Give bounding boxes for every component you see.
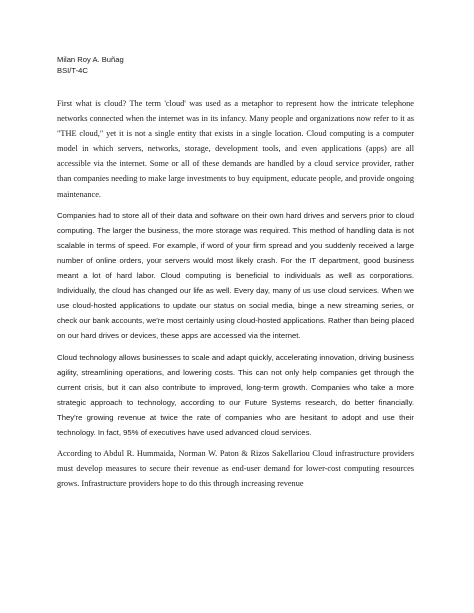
- paragraph-what-is-cloud: First what is cloud? The term 'cloud' was used as a metaphor to represent how the intricate telephone networks connected when the internet was in its infancy. Many people and organizations now refer to it as "THE cloud," yet it is not a single entity that exists in a single location. Cloud computing is a computer model in which servers, networks, storage, development tools, and even applications (apps) are all accessible via the internet. Some or all of these demands are handled by a cloud service provider, rather than companies needing to make large investments to buy equipment, educate people, and provide ongoing maintenance.: [57, 99, 414, 199]
- paragraph-before-cloud: Companies had to store all of their data and software on their own hard drives and servers prior to cloud computing. The larger the business, the more storage was required. This method of handling data is not scalable in terms of speed. For example, if word of your firm spread and you suddenly received a large number of online orders, your servers would most likely crash. For the IT department, good business meant a lot of hard labor. Cloud computing is beneficial to individuals as well as corporations. Individually, the cloud has changed our life as well. Every day, many of us use cloud services. When we use cloud-hosted applications to update our status on social media, binge a new streaming series, or check our bank accounts, we're most certainly using cloud-hosted applications. Rather than being placed on our hard drives or devices, these apps are accessed via the internet.: [57, 210, 414, 341]
- paragraph-cloud-technology: Cloud technology allows businesses to scale and adapt quickly, accelerating innovation, driving business agility, streamlining operations, and lowering costs. This can not only help companies get through the current crisis, but it can also contribute to improved, long-term growth. Companies who take a more strategic approach to technology, according to our Future Systems research, do better financially. They're growing revenue at twice the rate of companies who are hesitant to adopt and use their technology. In fact, 95% of executives have used advanced cloud services.: [57, 352, 414, 437]
- paragraph-according-to: According to Abdul R. Hummaida, Norman W. Paton & Rizos Sakellariou Cloud infrastructure providers must develop measures to secure their revenue as end-user demand for lower-cost computing resources grows. Infrastructure providers hope to do this through increasing revenue: [57, 449, 414, 489]
- class-section: BSI/T-4C: [57, 65, 88, 75]
- author-name: Milan Roy A. Buñag: [57, 55, 124, 64]
